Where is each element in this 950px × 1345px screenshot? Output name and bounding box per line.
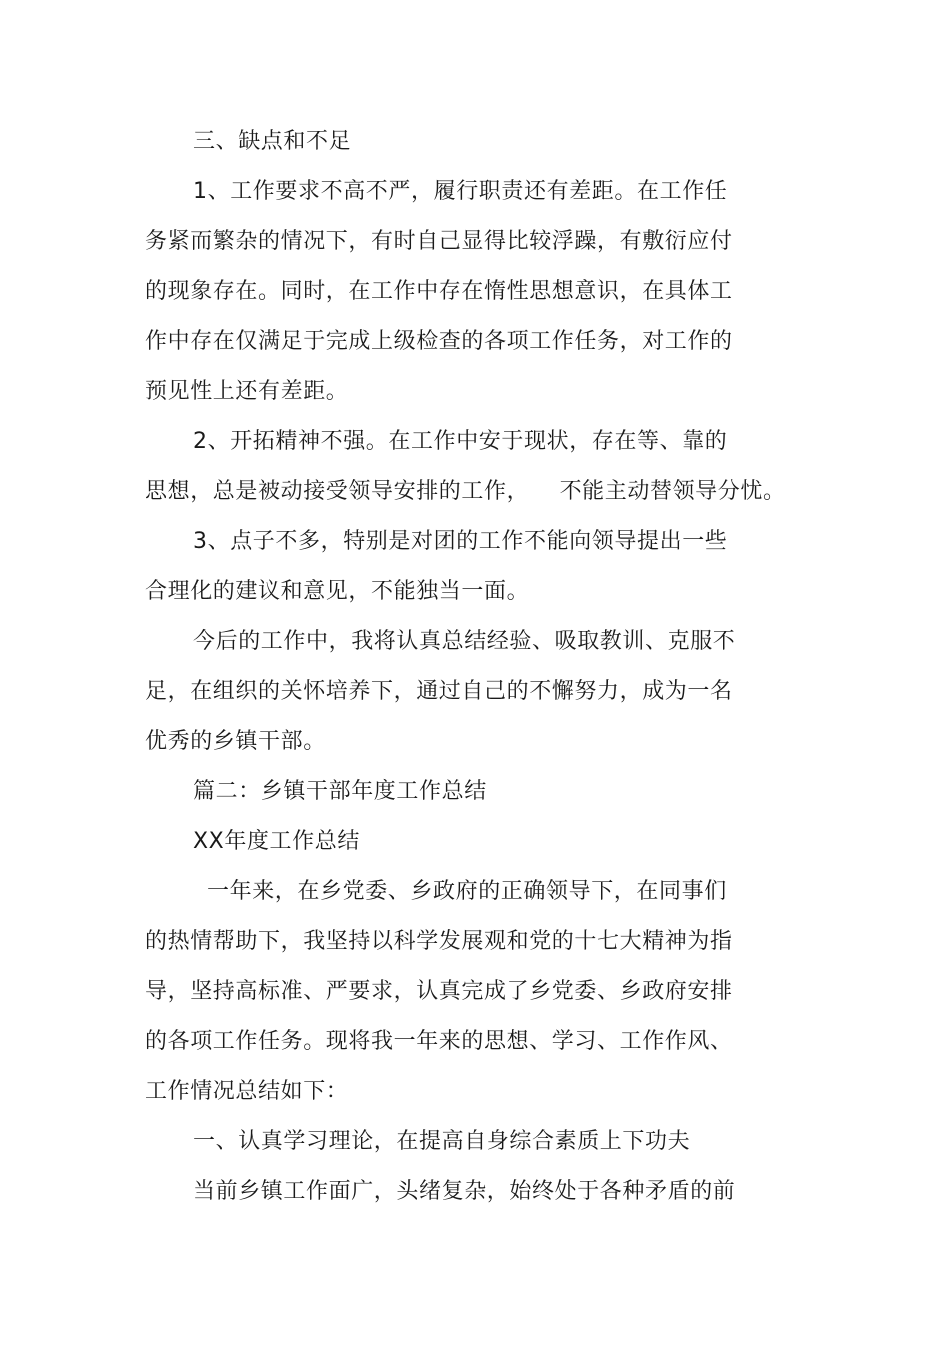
chapter-heading: 篇二：乡镇干部年度工作总结 [193,779,487,804]
paragraph-line: 合理化的建议和意见，不能独当一面。 [145,579,530,604]
paragraph-line: 今后的工作中，我将认真总结经验、吸取教训、克服不 [193,629,736,654]
paragraph-line: 工作情况总结如下： [145,1079,349,1104]
paragraph-line: 导，坚持高标准、严要求，认真完成了乡党委、乡政府安排 [145,979,733,1004]
section-heading-shortcomings: 三、缺点和不足 [193,129,352,154]
paragraph-line: 1、工作要求不高不严，履行职责还有差距。在工作任 [193,179,728,204]
paragraph-line: 预见性上还有差距。 [145,379,349,404]
paragraph-line: 足，在组织的关怀培养下，通过自己的不懈努力，成为一名 [145,679,733,704]
paragraph-line: 2、开拓精神不强。在工作中安于现状，存在等、靠的 [193,429,728,454]
paragraph-line: 3、点子不多，特别是对团的工作不能向领导提出一些 [193,529,728,554]
paragraph-line: 当前乡镇工作面广，头绪复杂，始终处于各种矛盾的前 [193,1179,736,1204]
section-heading-study: 一、认真学习理论，在提高自身综合素质上下功夫 [193,1129,691,1154]
paragraph-line: 务紧而繁杂的情况下，有时自己显得比较浮躁，有敷衍应付 [145,229,733,254]
paragraph-line: 的现象存在。同时，在工作中存在惰性思想意识，在具体工 [145,279,733,304]
paragraph-line: 的各项工作任务。现将我一年来的思想、学习、工作作风、 [145,1029,733,1054]
paragraph-line: 一年来，在乡党委、乡政府的正确领导下，在同事们 [207,879,727,904]
document-title: XX年度工作总结 [193,829,360,854]
paragraph-line: 优秀的乡镇干部。 [145,729,326,754]
paragraph-line: 思想，总是被动接受领导安排的工作， 不能主动替领导分忧。 [145,479,786,504]
paragraph-line: 的热情帮助下，我坚持以科学发展观和党的十七大精神为指 [145,929,733,954]
paragraph-line: 作中存在仅满足于完成上级检查的各项工作任务，对工作的 [145,329,733,354]
